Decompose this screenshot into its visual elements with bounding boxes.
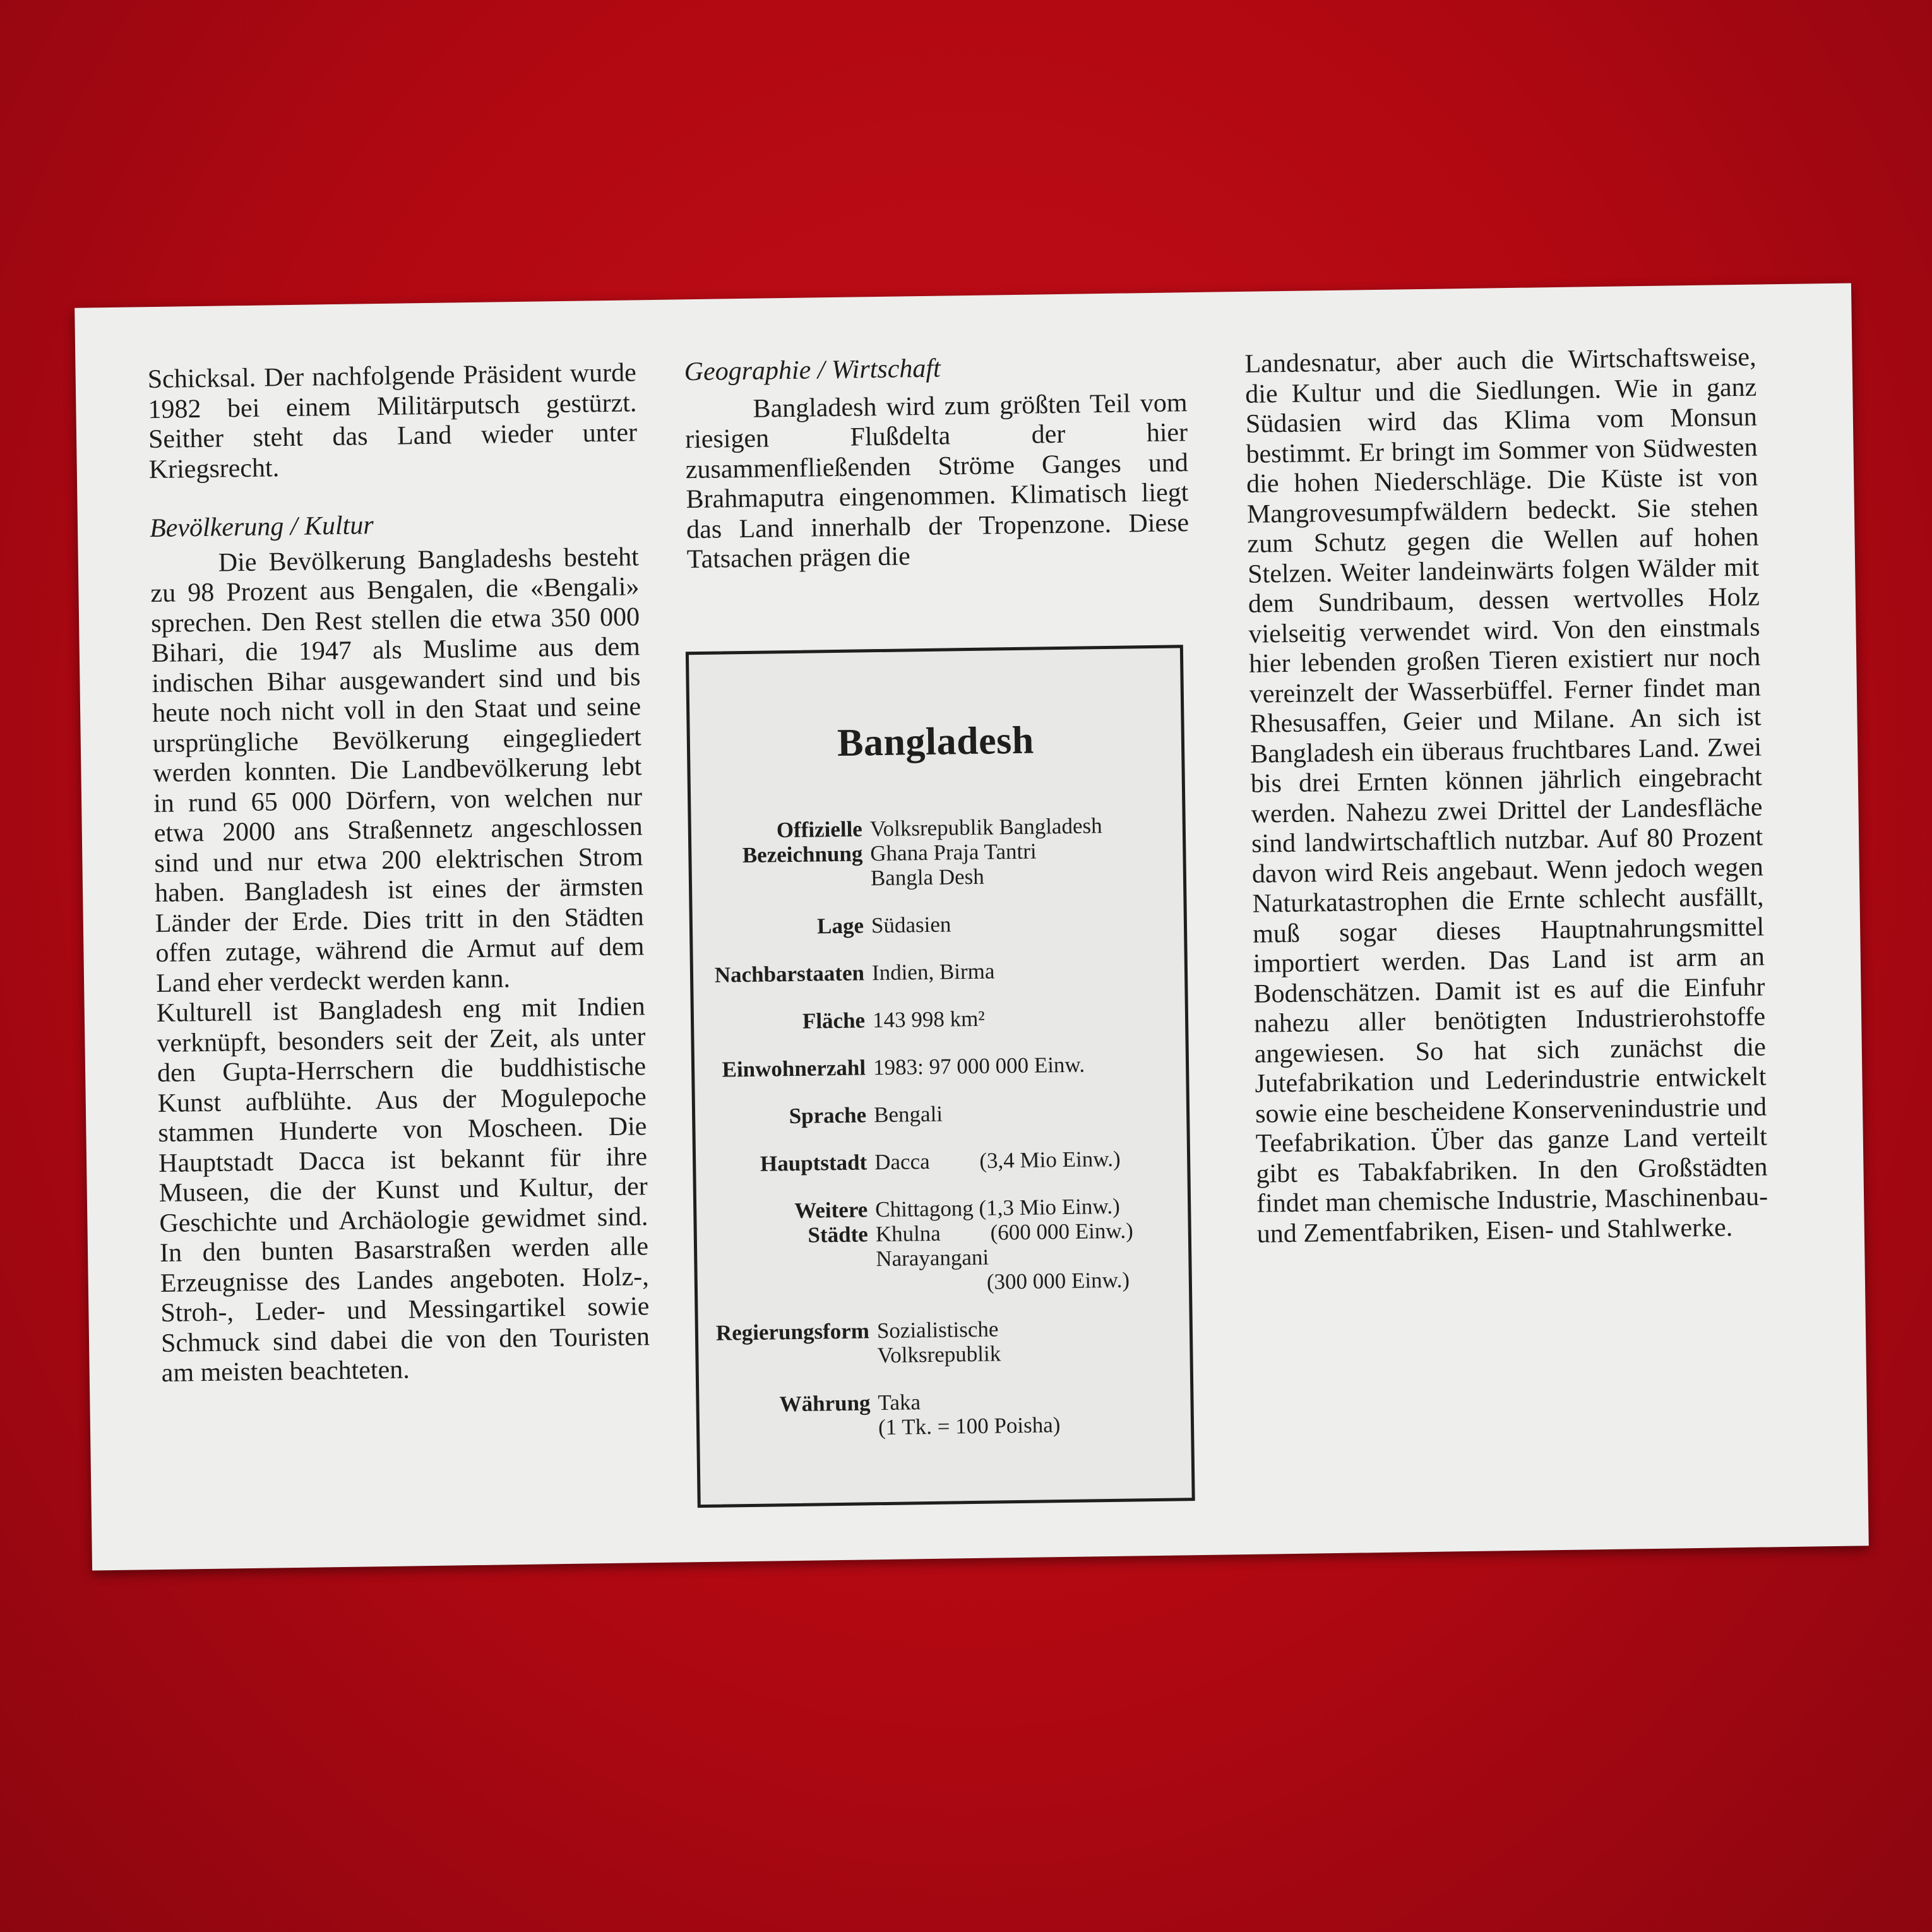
fact-value: Bengali: [873, 1101, 943, 1128]
fact-label: Bezeichnung: [742, 841, 863, 868]
fact-label: Städte: [808, 1222, 869, 1248]
fact-government: [698, 1314, 1190, 1370]
fact-value: Narayangani: [876, 1244, 989, 1272]
fact-list: [691, 812, 1191, 1465]
fact-value: Volksrepublik Bangladesh: [869, 813, 1102, 842]
fact-value: Taka: [878, 1390, 921, 1416]
fact-label: Nachbarstaaten: [714, 960, 865, 987]
fact-population: [695, 1051, 1186, 1082]
column-left: [147, 358, 650, 1388]
section-heading-population: Bevölkerung / Kultur: [149, 511, 374, 544]
intro-paragraph: Schicksal. Der nachfolgende Präsident wurde 1982 bei einem Militärputsch gestürzt. Seither steht das Land wieder unter Kriegsrecht.: [147, 358, 638, 484]
section-heading-geography: Geographie / Wirtschaft: [684, 354, 941, 387]
fact-neighbours: [693, 956, 1184, 987]
population-paragraph: Die Bevölkerung Bangladeshs besteht zu 98 Prozent aus Bengalen, die «Bengali» sprechen. Den Rest stellen die etwa 350 000 Bihari, die 1947 als Muslime aus dem indischen Bihar ausgewandert sind und bis heute noch nicht voll in den Staat und seine ursprüngliche Bevölkerung eingegliedert werden konnten. Die Landbevölkerung lebt in rund 65 000 Dörfern, von welchen nur etwa 2000 ans Straßennetz angeschlossen sind und nur etwa 200 elektrischen Strom haben. Bangladesh ist eines der ärmsten Länder der Erde. Dies tritt in den Städten offen zutage, während die Armut auf dem Land eher verdeckt werden kann.: [150, 542, 645, 998]
geography-paragraph: Bangladesh wird zum größten Teil vom riesigen Flußdelta der hier zusammenfließenden Ströme Ganges und Brahmaputra eingenommen. Klimatisch liegt das Land innerhalb der Tropenzone. Diese Tatsachen prägen die: [684, 388, 1190, 575]
fact-capital: [696, 1145, 1187, 1177]
fact-box-title: Bangladesh: [837, 719, 1035, 765]
fact-location: [693, 909, 1184, 940]
info-card: [75, 283, 1869, 1570]
fact-value: (300 000 Einw.): [876, 1267, 1130, 1296]
fact-other-cities: [696, 1193, 1189, 1298]
fact-label: Währung: [779, 1390, 871, 1417]
fact-label: Sprache: [789, 1102, 867, 1129]
fact-label: Hauptstadt: [760, 1150, 868, 1176]
fact-official-name: [691, 812, 1184, 893]
fact-value: Khulna (600 000 Einw.): [875, 1218, 1133, 1247]
fact-value: Volksrepublik: [877, 1341, 1001, 1368]
column-middle: [684, 350, 1190, 575]
fact-label: Einwohnerzahl: [722, 1055, 866, 1082]
fact-value: 143 998 km²: [872, 1006, 986, 1033]
fact-label: Offizielle: [776, 816, 863, 843]
column-right: [1244, 343, 1768, 1249]
fact-language: [695, 1098, 1186, 1130]
fact-value: (1 Tk. = 100 Poisha): [878, 1412, 1061, 1440]
fact-value: Chittagong (1,3 Mio Einw.): [874, 1193, 1121, 1222]
fact-value: Indien, Birma: [871, 958, 995, 986]
fact-label: Fläche: [802, 1008, 866, 1034]
fact-value: 1983: 97 000 000 Einw.: [873, 1052, 1085, 1080]
fact-box: [686, 645, 1195, 1508]
nature-economy-paragraph: Landesnatur, aber auch die Wirtschaftsweise, die Kultur und die Siedlungen. Wie in ganz Südasien wird das Klima vom Monsun bestimmt. Er bringt im Sommer von Südwesten die hohen Niederschläge. Die Küste ist von Mangrovesumpfwäldern bedeckt. Sie stehen zum Schutz gegen die Wellen auf hohen Stelzen. Weiter landeinwärts folgen Wälder mit dem Sundribaum, dessen wertvolles Holz vielseitig verwendet wird. Von den einstmals hier lebenden großen Tieren existiert nur noch vereinzelt der Wasserbüffel. Ferner findet man Rhesusaffen, Geier und Milane. An sich ist Bangladesh ein überaus fruchtbares Land. Zwei bis drei Ernten können jährlich eingebracht werden. Nahezu zwei Drittel der Landesfläche sind landwirtschaftlich nutzbar. Auf 80 Prozent davon wird Reis angebaut. Wenn jedoch wegen Naturkatastrophen die Ernte schlecht ausfällt, muß sogar dieses Hauptnahrungsmittel importiert werden. Das Land ist arm an Bodenschätzen. Damit ist es auf die Einfuhr nahezu aller benötigten Industrierohstoffe angewiesen. So hat sich zunächst die Jutefabrikation und Lederindustrie entwickelt sowie eine bescheidene Konservenindustrie und Teefabrikation. Über das ganze Land verteilt gibt es Tabakfabriken. In den Großstädten findet man chemische Industrie, Maschinenbau- und Zementfabriken, Eisen- und Stahlwerke.: [1244, 342, 1768, 1249]
culture-paragraph: Kulturell ist Bangladesh eng mit Indien verknüpft, besonders seit der Zeit, als unter den Gupta-Herrschern die buddhistische Kunst aufblühte. Aus der Mogulepoche stammen Hunderte von Moscheen. Die Hauptstadt Dacca ist bekannt für ihre Museen, die der Kunst und Kultur, der Geschichte und Archäologie gewidmet sind. In den bunten Basarstraßen werden alle Erzeugnisse des Landes angeboten. Holz-, Stroh-, Leder- und Messingartikel sowie Schmuck sind dabei die von den Touristen am meisten beachteten.: [156, 992, 650, 1388]
fact-value: Ghana Praja Tantri: [870, 838, 1037, 866]
fact-area: [694, 1003, 1185, 1035]
fact-label: Lage: [816, 913, 864, 939]
fact-label: Weitere: [794, 1197, 868, 1223]
fact-value: Sozialistische: [876, 1316, 999, 1344]
fact-currency: [699, 1386, 1191, 1442]
fact-value: Dacca (3,4 Mio Einw.): [874, 1146, 1121, 1175]
fact-value: Südasien: [871, 912, 951, 938]
fact-label: Regierungsform: [715, 1318, 870, 1345]
fact-value: Bangla Desh: [870, 864, 984, 891]
